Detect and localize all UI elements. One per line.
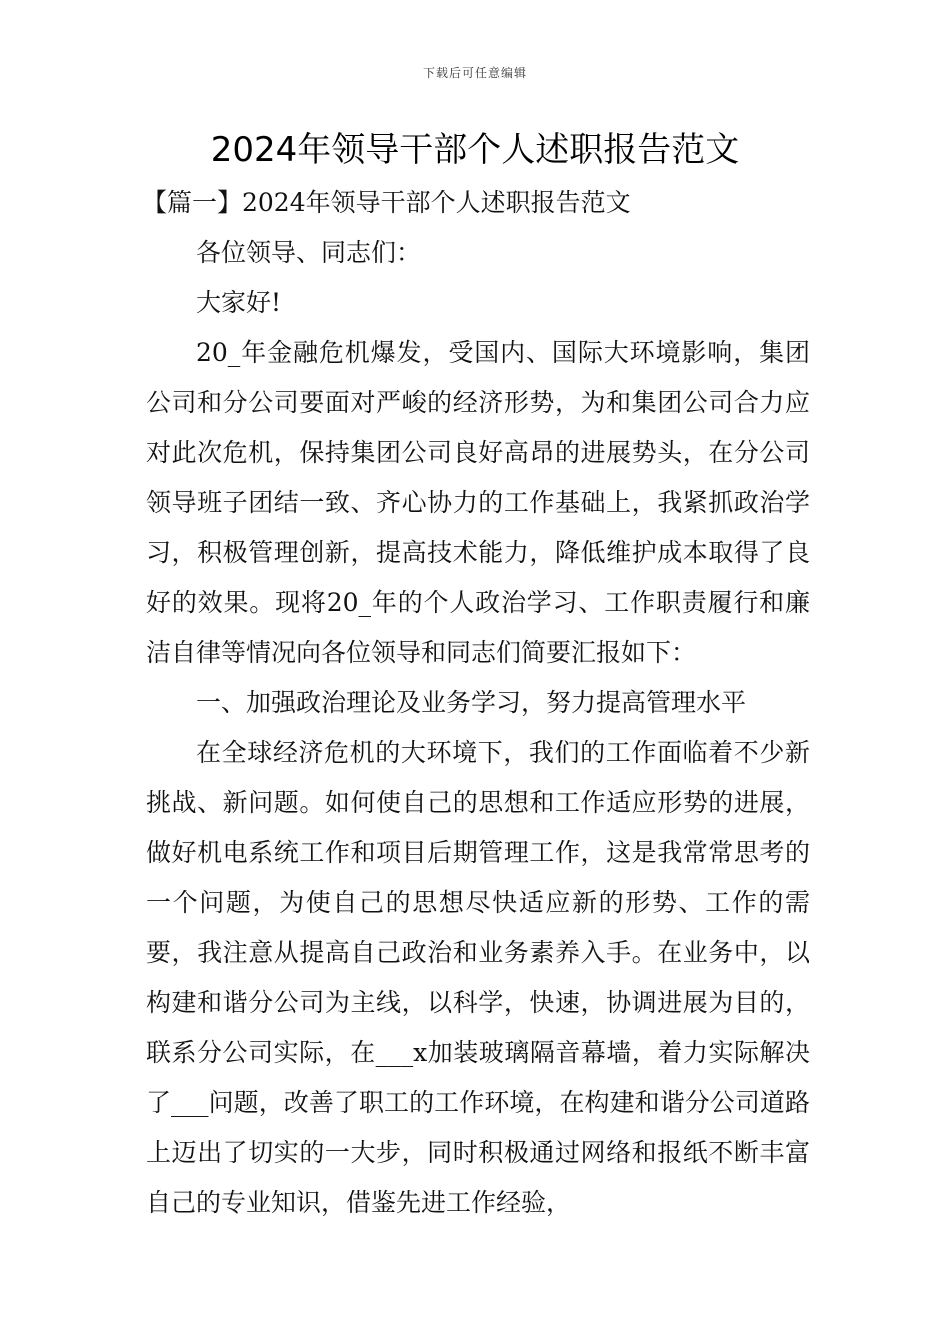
salutation: 各位领导、同志们： — [196, 238, 422, 267]
section-heading-1: 一、加强政治理论及业务学习，努力提高管理水平 — [196, 688, 747, 717]
greeting: 大家好! — [196, 288, 282, 317]
document-title: 2024年领导干部个人述职报告范文 — [210, 130, 740, 170]
paragraph-study: 在全球经济危机的大环境下，我们的工作面临着不少新挑战、新问题。如何使自己的思想和工作适应形势的进展，做好机电系统工作和项目后期管理工作，这是我常常思考的一个问题，为使自己的思想尽快适应新的形势、工作的需要，我注意从提高自己政治和业务素养入手。在业务中，以构建和谐分公司为主线，以科学，快速，协调进展为目的，联系分公司实际，在___x加装玻璃隔音幕墙，着力实际解决了___问题，改善了职工的工作环境，在构建和谐分公司道路上迈出了切实的一大步，同时积极通过网络和报纸不断丰富自己的专业知识，借鉴先进工作经验， — [146, 738, 810, 1217]
section-label: 【篇一】2024年领导干部个人述职报告范文 — [142, 188, 631, 217]
document-body — [142, 178, 810, 1228]
paragraph-intro: 20_年金融危机爆发，受国内、国际大环境影响，集团公司和分公司要面对严峻的经济形势，为和集团公司合力应对此次危机，保持集团公司良好高昂的进展势头，在分公司领导班子团结一致、齐心协力的工作基础上，我紧抓政治学习，积极管理创新，提高技术能力，降低维护成本取得了良好的效果。现将20_年的个人政治学习、工作职责履行和廉洁自律等情况向各位领导和同志们简要汇报如下： — [146, 338, 810, 667]
header-note: 下载后可任意编辑 — [422, 66, 527, 80]
